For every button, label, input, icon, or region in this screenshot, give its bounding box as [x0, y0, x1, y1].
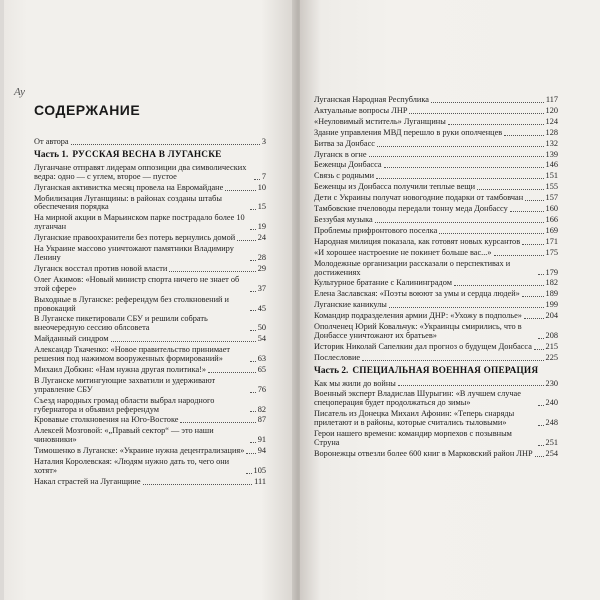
- dot-leader: [538, 445, 544, 446]
- page-number: 105: [253, 466, 266, 475]
- toc-entry[interactable]: [34, 234, 266, 243]
- toc-entry[interactable]: [314, 430, 558, 448]
- entry-title: Дети с Украины получат новогодние подарки от тамбовчан: [314, 193, 524, 203]
- entry-title: Выходные в Луганске: референдум без столкновений и провокаций: [34, 294, 229, 313]
- page-number: 28: [257, 252, 266, 262]
- toc-entry[interactable]: [314, 343, 558, 352]
- dot-leader: [246, 473, 252, 474]
- dot-leader: [375, 222, 544, 223]
- entry-title: Майданный синдром: [34, 334, 109, 344]
- dot-leader: [362, 360, 543, 361]
- part-name: РУССКАЯ ВЕСНА В ЛУГАНСКЕ: [72, 149, 222, 160]
- page-number: 24: [257, 233, 266, 243]
- page-number: 199: [545, 300, 558, 310]
- dot-leader: [250, 209, 256, 210]
- dot-leader: [169, 271, 255, 272]
- toc-entry[interactable]: [314, 238, 558, 247]
- entry-title: Ополченец Юрий Ковальчук: «Украинцы смирились, что в Донбассе уничтожают их братьев»: [314, 322, 522, 340]
- toc-entry[interactable]: [314, 410, 558, 428]
- page-number: 225: [545, 352, 558, 362]
- toc-entry[interactable]: [314, 380, 558, 389]
- dot-leader: [477, 189, 543, 190]
- dot-leader: [71, 144, 260, 145]
- toc-entry[interactable]: [314, 194, 558, 203]
- page-number: 124: [545, 116, 558, 126]
- dot-leader: [389, 307, 544, 308]
- dot-leader: [494, 255, 544, 256]
- entry-title: Актуальные вопросы ЛНР: [314, 105, 408, 115]
- entry-title: Герои нашего времени: командир морпехов с позывным Струна: [314, 429, 512, 447]
- dot-leader: [250, 411, 256, 412]
- dot-leader: [538, 338, 544, 339]
- dot-leader: [254, 179, 260, 180]
- toc-entry[interactable]: [34, 458, 266, 476]
- toc-entry[interactable]: [34, 416, 266, 425]
- corner-mark: Ay: [14, 86, 25, 98]
- page-number: 208: [545, 330, 558, 340]
- dot-leader: [180, 422, 255, 423]
- dot-leader: [250, 229, 256, 230]
- right-page: [300, 0, 600, 600]
- dot-leader: [538, 405, 544, 406]
- page-number: 215: [545, 341, 558, 351]
- toc-entry[interactable]: [34, 138, 266, 147]
- entry-title: Съезд народных громад области выбрал народного губернатора и объявил референдум: [34, 395, 215, 414]
- dot-leader: [534, 349, 544, 350]
- entry-title: Тимошенко в Луганске: «Украине нужна децентрализация»: [34, 446, 245, 456]
- toc-entry[interactable]: [314, 301, 558, 310]
- dot-leader: [250, 310, 256, 311]
- entry-title: Писатель из Донецка Михаил Афонин: «Теперь снаряды прилетают и в районы, которые считались тыловыми»: [314, 409, 515, 428]
- entry-title: Александр Ткаченко: «Новое правительство принимает решения под нажимом вооруженных формирований»: [34, 345, 231, 364]
- page-number: 65: [257, 364, 266, 374]
- dot-leader: [377, 146, 544, 147]
- toc-entry[interactable]: [314, 140, 558, 149]
- toc-entry[interactable]: [314, 290, 558, 299]
- toc-entry[interactable]: [34, 276, 266, 294]
- toc-entry[interactable]: [314, 183, 558, 192]
- dot-leader: [250, 361, 256, 362]
- dot-leader: [409, 113, 543, 114]
- page-number: 179: [545, 267, 558, 277]
- toc-entry[interactable]: [34, 296, 266, 314]
- entry-title: Кровавые столкновения на Юго-Востоке: [34, 415, 179, 425]
- toc-entry[interactable]: [314, 172, 558, 181]
- page-number: 248: [545, 418, 558, 428]
- part-heading: [34, 151, 266, 160]
- entry-title: Тамбовские пчеловоды передали тонну меда Донбассу: [314, 204, 508, 214]
- toc-entry[interactable]: [314, 118, 558, 127]
- page-number: 171: [545, 236, 558, 246]
- entry-title: Елена Заславская: «Поэты воюют за умы и сердца людей»: [314, 289, 520, 299]
- toc-entry[interactable]: [314, 107, 558, 116]
- part-heading: [314, 367, 558, 376]
- part-number: Часть 1.: [34, 149, 69, 160]
- page-number: 19: [257, 222, 266, 232]
- toc-entry[interactable]: [34, 478, 266, 487]
- entry-title: Мобилизация Луганщины: в районах созданы штабы обеспечения порядка: [34, 193, 222, 212]
- dot-leader: [431, 102, 544, 103]
- left-page: [4, 0, 296, 600]
- entry-title: Михаил Добкин: «Нам нужна другая политика!»: [34, 364, 207, 374]
- toc-entry[interactable]: [34, 315, 266, 333]
- page-number: 15: [257, 202, 266, 212]
- toc-entry[interactable]: [314, 450, 558, 459]
- page-number: 204: [545, 311, 558, 321]
- page-number: 120: [545, 105, 558, 115]
- page-number: 29: [257, 263, 266, 273]
- dot-leader: [510, 211, 544, 212]
- toc-entry[interactable]: [314, 279, 558, 288]
- toc-entry[interactable]: [34, 335, 266, 344]
- entry-title: Луганская Народная Республика: [314, 95, 429, 104]
- entry-title: Битва за Донбасс: [314, 138, 375, 148]
- dot-leader: [454, 285, 544, 286]
- dot-leader: [524, 318, 544, 319]
- entry-title: Луганские каникулы: [314, 300, 387, 310]
- entry-title: От автора: [34, 137, 69, 146]
- entry-title: Военный эксперт Владислав Шурыгин: «В лучшем случае спецоперация будет продолжаться до зимы»: [314, 389, 521, 408]
- entry-title: В Луганске митингующие захватили и удерживают управление СБУ: [34, 375, 216, 394]
- dot-leader: [250, 260, 256, 261]
- page-number: 63: [257, 354, 266, 364]
- entry-title: На Украине массово уничтожают памятники Владимиру Ленину: [34, 244, 234, 262]
- entry-title: Связь с родными: [314, 171, 375, 181]
- page-number: 37: [257, 283, 266, 293]
- entry-title: В Луганске пикетировали СБУ и решили собрать внеочередную сессию облсовета: [34, 314, 208, 333]
- dot-leader: [237, 240, 256, 241]
- entry-title: Здание управления МВД перешло в руки ополченцев: [314, 127, 503, 137]
- entry-title: Беженцы Донбасса: [314, 160, 382, 170]
- page-number: 189: [545, 289, 558, 299]
- entry-title: На мирной акции в Марьинском парке пострадало более 10 луганчан: [34, 213, 245, 232]
- page-number: 111: [254, 476, 266, 486]
- dot-leader: [448, 124, 544, 125]
- page-number: 157: [545, 193, 558, 203]
- toc-entry[interactable]: [314, 96, 558, 105]
- entry-title: Луганские правоохранители без потерь вернулись домой: [34, 233, 236, 243]
- dot-leader: [384, 167, 544, 168]
- dot-leader: [522, 244, 543, 245]
- dot-leader: [246, 453, 255, 454]
- entry-title: Воронежцы отвезли более 600 книг в Марковский район ЛНР: [314, 448, 533, 458]
- dot-leader: [522, 296, 544, 297]
- page-number: 128: [545, 127, 558, 137]
- page-number: 251: [545, 438, 558, 447]
- toc-entry[interactable]: [34, 195, 266, 213]
- page-number: 175: [545, 247, 558, 257]
- toc-entry[interactable]: [34, 346, 266, 364]
- page-number: 94: [257, 446, 266, 456]
- toc-entry[interactable]: [314, 227, 558, 236]
- entry-title: Олег Акимов: «Новый министр спорта ничего не знает об этой сфере»: [34, 274, 240, 293]
- dot-leader: [376, 178, 544, 179]
- entry-title: Луганск в огне: [314, 149, 367, 159]
- entry-title: Народная милиция показала, как готовят новых курсантов: [314, 236, 521, 246]
- page-number: 7: [261, 171, 266, 181]
- dot-leader: [504, 135, 543, 136]
- dot-leader: [525, 200, 543, 201]
- right-toc-list: [314, 96, 558, 461]
- page-number: 146: [545, 160, 558, 170]
- entry-title: «Неуловимый мститель» Луганщины: [314, 116, 446, 126]
- entry-title: Луганчане отправят лидерам оппозиции два символических ведра: одно — с углем, второе — пустое: [34, 162, 247, 181]
- dot-leader: [250, 330, 256, 331]
- entry-title: Наталия Королевская: «Людям нужно дать то, чего они хотят»: [34, 457, 230, 475]
- page-number: 139: [545, 149, 558, 159]
- page-number: 169: [545, 225, 558, 235]
- page-number: 87: [257, 415, 266, 425]
- entry-title: Молодежные организации рассказали о перспективах и достижениях: [314, 258, 511, 277]
- left-toc-list: [34, 138, 266, 489]
- toc-entry[interactable]: [34, 397, 266, 415]
- dot-leader: [225, 190, 255, 191]
- dot-leader: [111, 341, 256, 342]
- entry-title: Луганская активистка месяц провела на Евромайдане: [34, 182, 224, 192]
- entry-title: Командир подразделения армии ДНР: «Ухожу в подполье»: [314, 311, 522, 321]
- entry-title: «И хорошее настроение не покинет больше вас...»: [314, 247, 492, 257]
- entry-title: Послесловие: [314, 352, 361, 362]
- dot-leader: [369, 156, 544, 157]
- page-number: 166: [545, 214, 558, 224]
- entry-title: Луганск восстал против новой власти: [34, 263, 168, 273]
- entry-title: Проблемы прифронтового поселка: [314, 225, 438, 235]
- page-number: 82: [257, 404, 266, 414]
- page-number: 160: [545, 204, 558, 214]
- entry-title: Как мы жили до войны: [314, 378, 396, 388]
- page-number: 240: [545, 398, 558, 408]
- dot-leader: [143, 484, 253, 485]
- toc-entry[interactable]: [34, 184, 266, 193]
- toc-entry[interactable]: [34, 427, 266, 445]
- toc-entry[interactable]: [34, 366, 266, 375]
- page-number: 151: [545, 171, 558, 181]
- toc-entry[interactable]: [314, 390, 558, 408]
- entry-title: Накал страстей на Луганщине: [34, 476, 141, 486]
- toc-entry[interactable]: [314, 151, 558, 160]
- toc-entry[interactable]: [314, 312, 558, 321]
- page-number: 10: [257, 182, 266, 192]
- dot-leader: [538, 274, 544, 275]
- part-name: СПЕЦИАЛЬНАЯ ВОЕННАЯ ОПЕРАЦИЯ: [352, 365, 539, 376]
- toc-entry[interactable]: [34, 377, 266, 395]
- toc-entry[interactable]: [314, 249, 558, 258]
- page-number: 45: [257, 303, 266, 313]
- toc-entry[interactable]: [34, 245, 266, 263]
- dot-leader: [538, 425, 544, 426]
- page-number: 230: [545, 378, 558, 388]
- page-number: 76: [257, 384, 266, 394]
- page-number: 50: [257, 323, 266, 333]
- dot-leader: [208, 372, 256, 373]
- part-number: Часть 2.: [314, 365, 349, 376]
- entry-title: Беззубая музыка: [314, 214, 373, 224]
- page-number: 54: [257, 334, 266, 344]
- page-number: 182: [545, 278, 558, 288]
- toc-entry[interactable]: [314, 205, 558, 214]
- dot-leader: [250, 291, 256, 292]
- page-number: 3: [261, 137, 266, 146]
- dot-leader: [250, 442, 256, 443]
- toc-heading: СОДЕРЖАНИЕ: [34, 102, 141, 118]
- toc-entry[interactable]: [34, 265, 266, 274]
- dot-leader: [250, 392, 256, 393]
- entry-title: Культурное братание с Калининградом: [314, 278, 452, 288]
- toc-entry[interactable]: [34, 447, 266, 456]
- toc-entry[interactable]: [314, 354, 558, 363]
- dot-leader: [535, 456, 544, 457]
- toc-entry[interactable]: [34, 214, 266, 232]
- toc-entry[interactable]: [314, 161, 558, 170]
- page-number: 117: [545, 95, 558, 104]
- dot-leader: [398, 385, 544, 386]
- entry-title: Алексей Мозговой: «„Правый сектор“ — это наши чиновники»: [34, 426, 214, 445]
- entry-title: Историк Николай Сапелкин дал прогноз о будущем Донбасса: [314, 341, 532, 351]
- page-number: 132: [545, 138, 558, 148]
- toc-entry[interactable]: [314, 129, 558, 138]
- dot-leader: [439, 233, 543, 234]
- page-number: 254: [545, 448, 558, 458]
- entry-title: Беженцы из Донбасса получили теплые вещи: [314, 182, 476, 192]
- toc-entry[interactable]: [34, 164, 266, 182]
- page-number: 155: [545, 182, 558, 192]
- toc-entry[interactable]: [314, 323, 558, 341]
- toc-entry[interactable]: [314, 260, 558, 278]
- page-number: 91: [257, 435, 266, 445]
- toc-entry[interactable]: [314, 216, 558, 225]
